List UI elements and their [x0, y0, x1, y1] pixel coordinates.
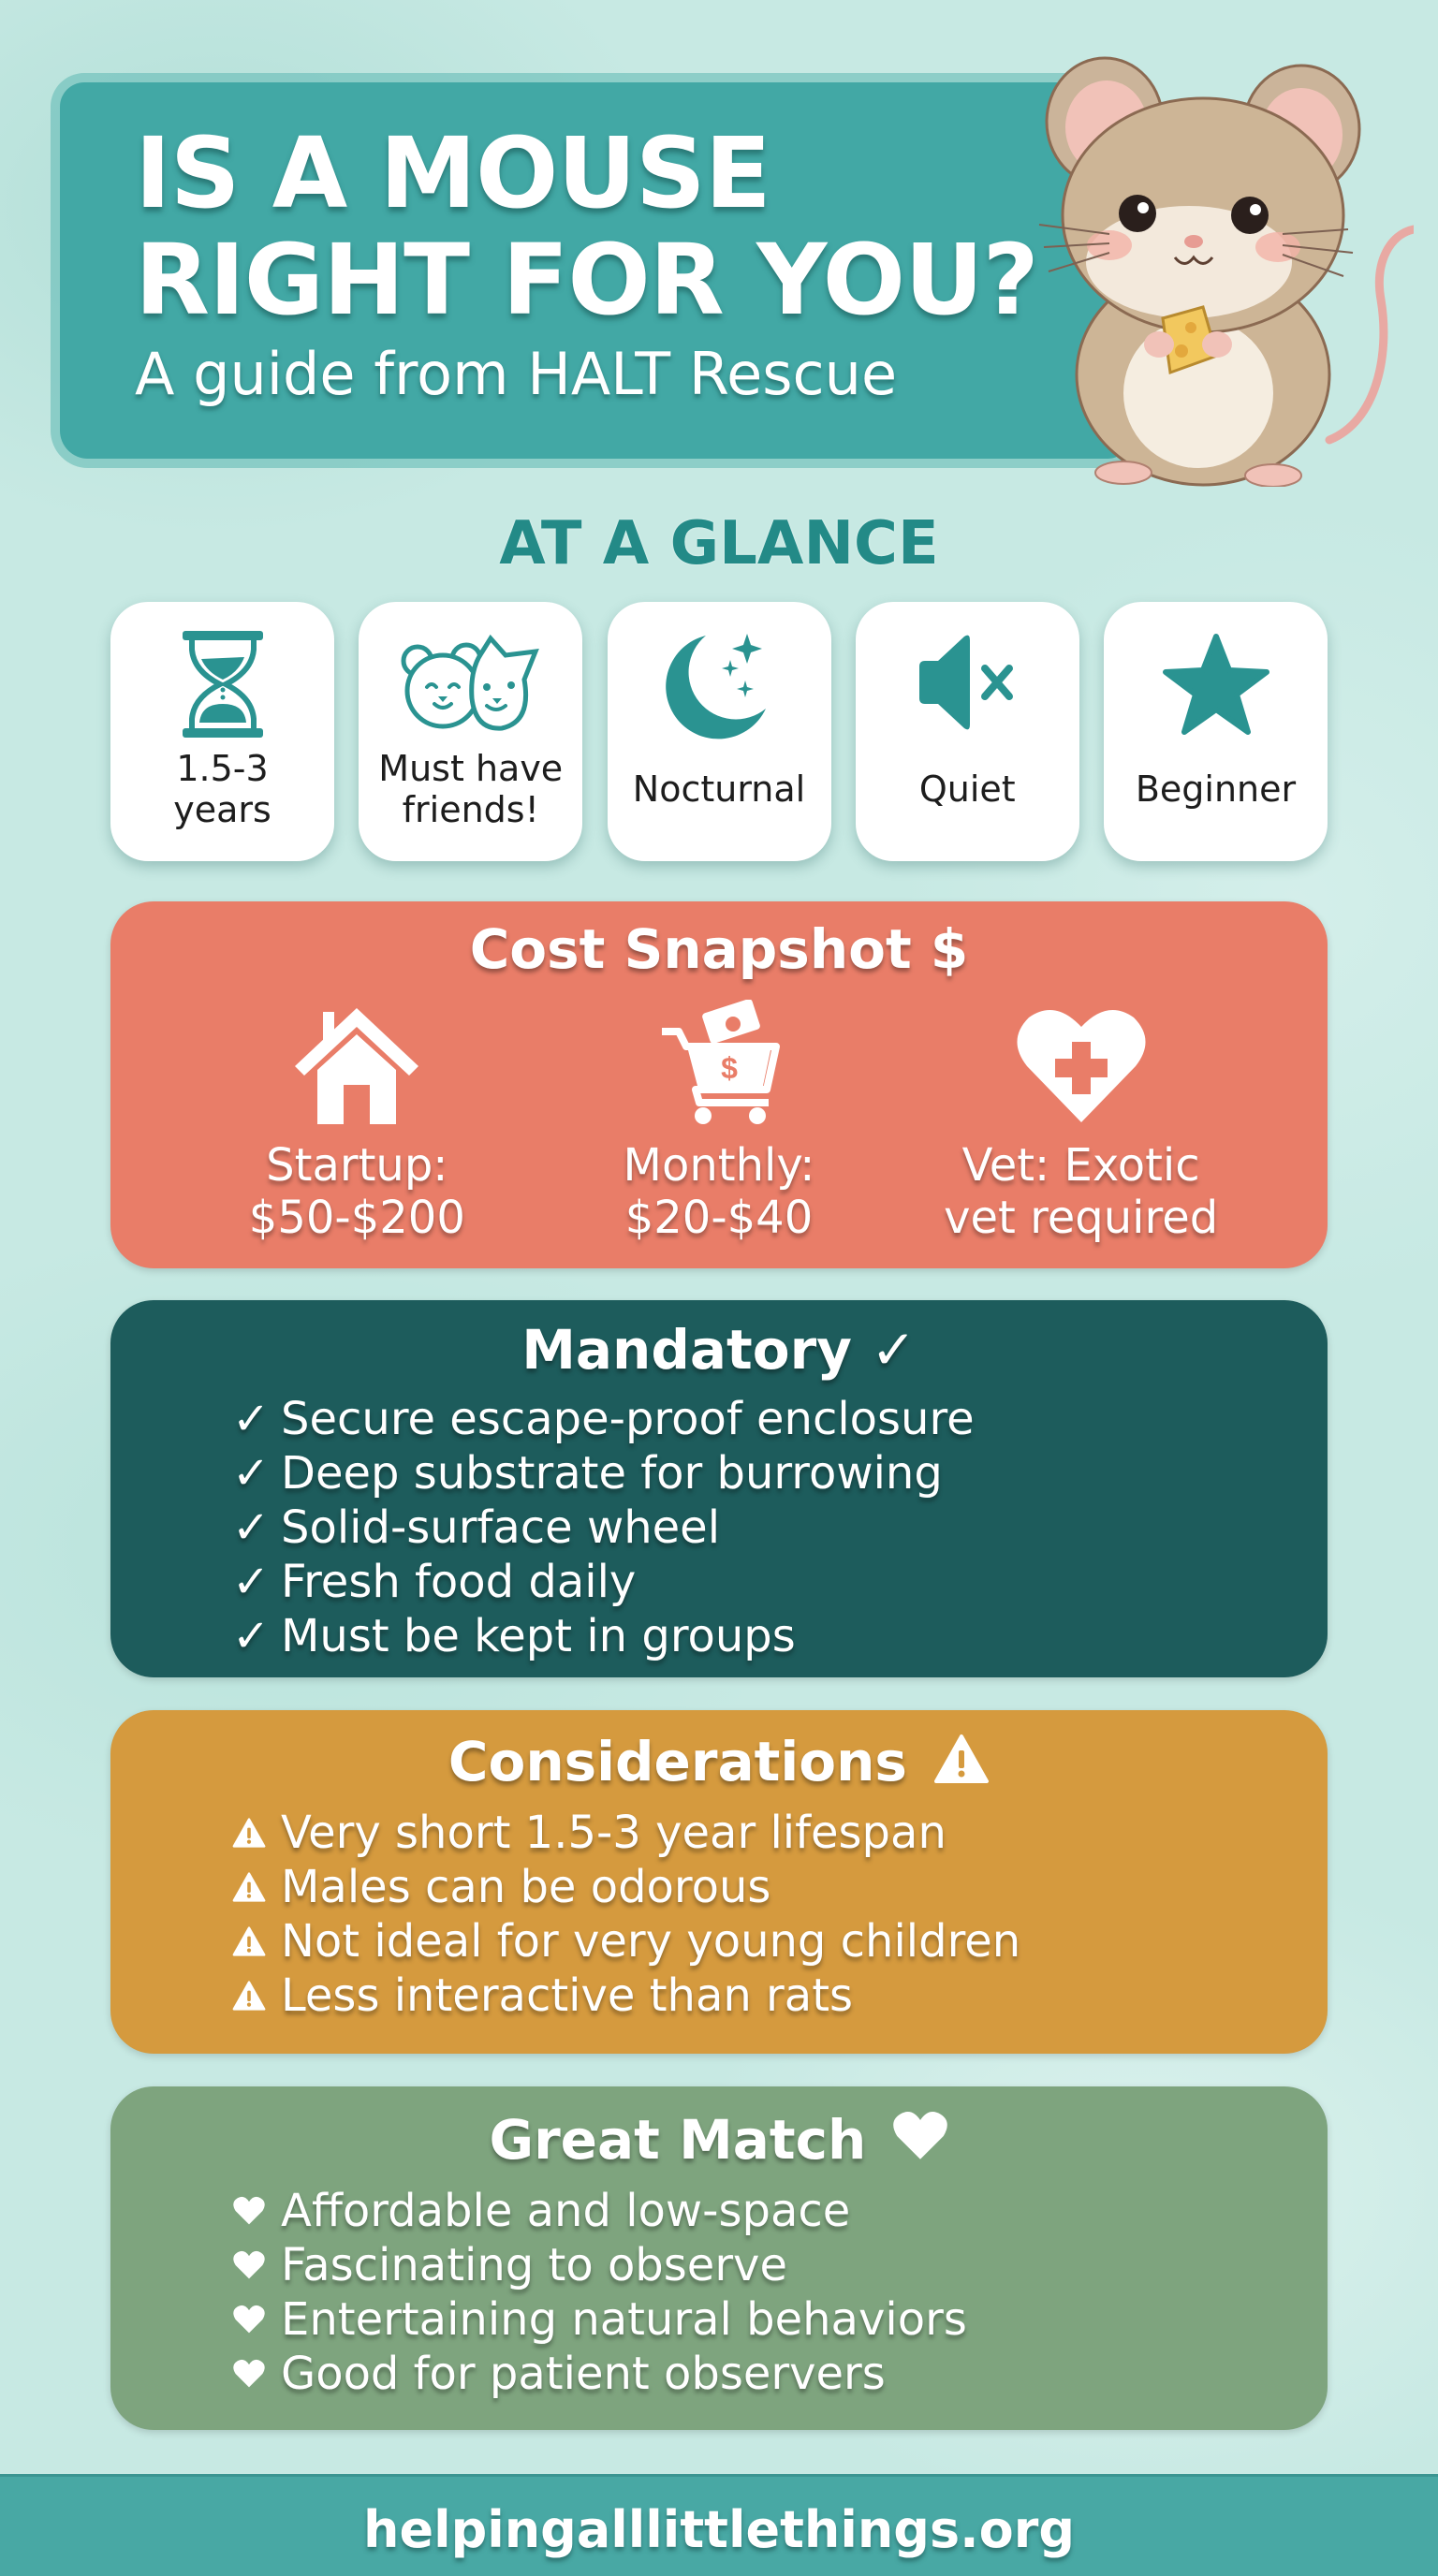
page-subtitle: A guide from HALT Rescue — [135, 340, 898, 408]
considerations-title: Considerations — [110, 1710, 1328, 1793]
glance-label: Must have friends! — [378, 747, 564, 830]
warning-icon — [232, 1925, 266, 1957]
at-a-glance-cards — [110, 602, 1328, 861]
shopping-cart-icon — [658, 986, 780, 1126]
list-item: Not ideal for very young children — [232, 1914, 1328, 1969]
title-line-2: RIGHT FOR YOU? — [135, 223, 1038, 337]
house-icon — [291, 986, 422, 1126]
considerations-list — [110, 1806, 1328, 2023]
checkmark-icon: ✓ — [232, 1610, 271, 1662]
warning-icon — [933, 1734, 990, 1784]
glance-card-nocturnal — [608, 602, 831, 861]
mandatory-panel — [110, 1300, 1328, 1677]
great-match-list — [110, 2184, 1328, 2401]
list-item: ✓ Solid-surface wheel — [232, 1501, 721, 1554]
cost-text: Monthly: $20-$40 — [623, 1139, 815, 1244]
list-item: Less interactive than rats — [232, 1969, 1328, 2023]
list-item: Fascinating to observe — [232, 2238, 1328, 2292]
cost-item-monthly — [565, 986, 873, 1244]
cost-item-vet — [927, 986, 1236, 1244]
cost-text: Startup: $50-$200 — [248, 1139, 465, 1244]
list-item: Males can be odorous — [232, 1860, 1328, 1914]
checkmark-icon: ✓ — [232, 1393, 271, 1445]
hourglass-icon — [153, 628, 293, 740]
checkmark-icon: ✓ — [232, 1501, 271, 1554]
warning-icon — [232, 1817, 266, 1849]
cost-snapshot-panel — [110, 901, 1328, 1268]
heart-icon — [232, 2304, 266, 2335]
website-link[interactable]: helpingalllittlethings.org — [363, 2499, 1075, 2559]
glance-label: Nocturnal — [632, 768, 806, 810]
page-title — [135, 116, 1052, 337]
glance-card-social — [359, 602, 582, 861]
glance-card-lifespan — [110, 602, 334, 861]
title-line-1: IS A MOUSE — [135, 116, 770, 230]
mandatory-title: Mandatory ✓ — [521, 1318, 917, 1382]
mouse-illustration — [1020, 47, 1414, 487]
muted-speaker-icon — [897, 628, 1037, 740]
list-item: ✓ Fresh food daily — [232, 1556, 637, 1608]
moon-stars-icon — [649, 628, 789, 740]
medical-heart-icon — [1016, 986, 1147, 1126]
star-icon — [1146, 628, 1286, 740]
list-item: Good for patient observers — [232, 2347, 1328, 2401]
great-match-title: Great Match — [110, 2086, 1328, 2171]
checkmark-icon: ✓ — [232, 1447, 271, 1500]
list-item: Affordable and low-space — [232, 2184, 1328, 2238]
glance-label: Quiet — [918, 768, 1016, 810]
heart-icon — [891, 2110, 949, 2162]
list-item: Entertaining natural behaviors — [232, 2292, 1328, 2347]
list-item: ✓ Deep substrate for burrowing — [232, 1447, 943, 1500]
mandatory-list — [110, 1392, 1328, 1663]
glance-card-beginner — [1104, 602, 1328, 861]
glance-label: 1.5-3 years — [173, 747, 271, 830]
great-match-panel — [110, 2086, 1328, 2430]
glance-label: Beginner — [1135, 768, 1297, 810]
footer — [0, 2474, 1438, 2576]
list-item: Very short 1.5-3 year lifespan — [232, 1806, 1328, 1860]
checkmark-icon: ✓ — [232, 1556, 271, 1608]
two-pets-icon — [401, 628, 541, 740]
considerations-panel — [110, 1710, 1328, 2054]
list-item: ✓ Must be kept in groups — [232, 1610, 796, 1662]
warning-icon — [232, 1980, 266, 2012]
cost-text: Vet: Exotic vet required — [944, 1139, 1219, 1244]
list-item: ✓ Secure escape-proof enclosure — [232, 1393, 975, 1445]
heart-icon — [232, 2195, 266, 2227]
at-a-glance-heading: AT A GLANCE — [499, 509, 939, 578]
svg-text:$: $ — [721, 1051, 738, 1085]
warning-icon — [232, 1871, 266, 1903]
heart-icon — [232, 2249, 266, 2281]
cost-snapshot-title: Cost Snapshot $ — [469, 917, 969, 981]
glance-card-quiet — [856, 602, 1079, 861]
cost-item-startup — [202, 986, 511, 1244]
heart-icon — [232, 2358, 266, 2390]
